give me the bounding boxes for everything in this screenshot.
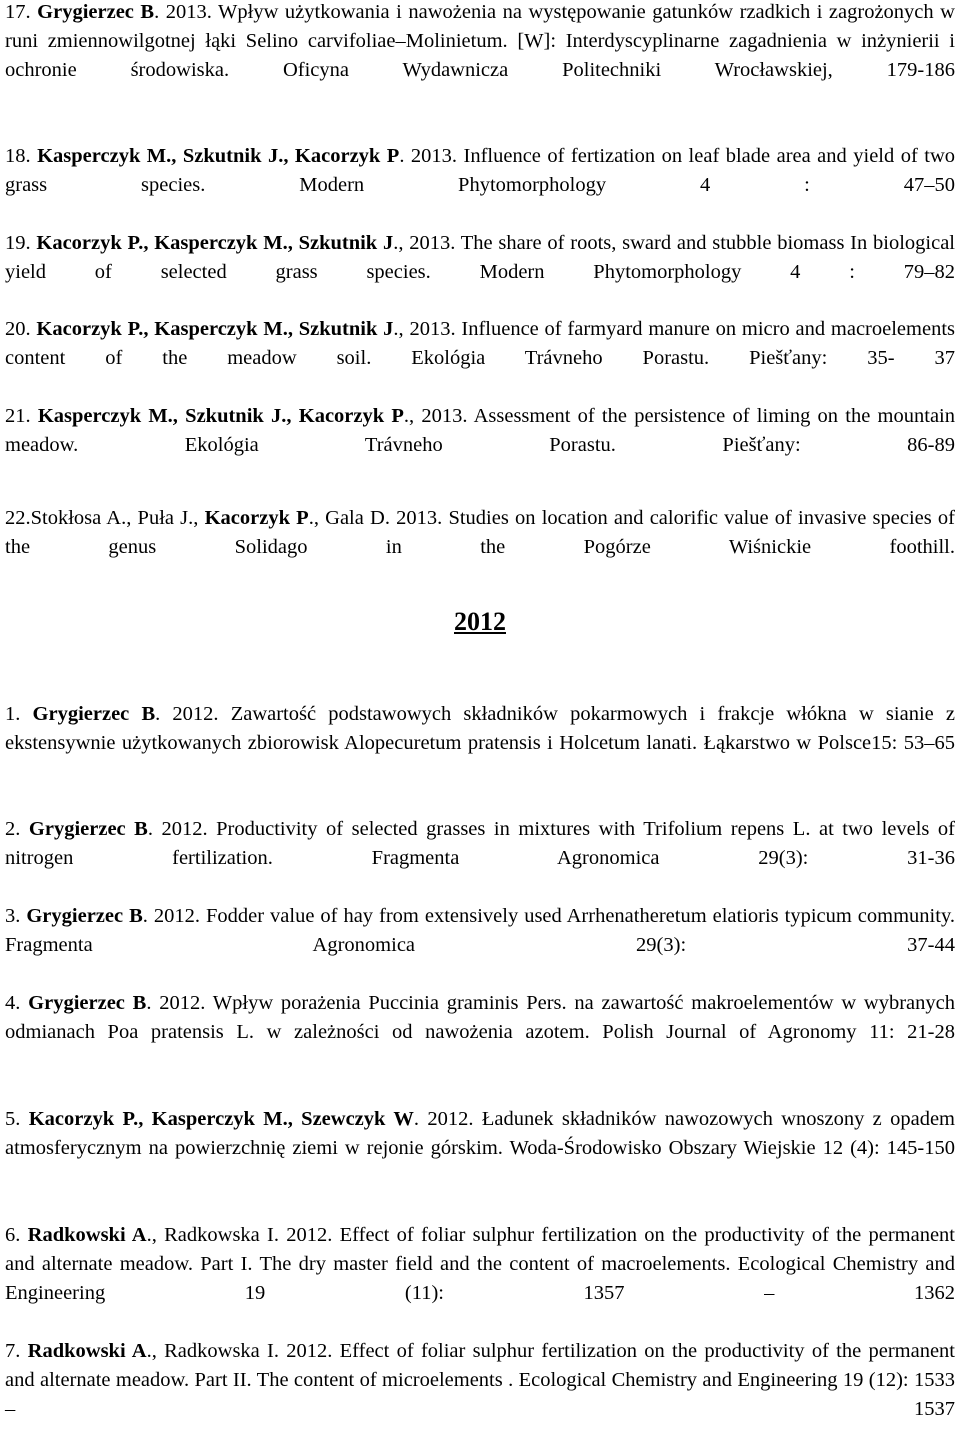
ref-number: 4. bbox=[5, 992, 29, 1014]
reference-2012-3 bbox=[5, 902, 955, 989]
ref-authors: Grygierzec B bbox=[28, 992, 147, 1014]
ref-number: 21. bbox=[5, 405, 38, 427]
ref-number: 22. bbox=[5, 507, 31, 529]
ref-number: 20. bbox=[5, 318, 37, 340]
ref-number: 3. bbox=[5, 905, 27, 927]
ref-authors: Radkowski A bbox=[27, 1224, 147, 1246]
ref-authors: Grygierzec B bbox=[26, 905, 143, 927]
reference-2012-5 bbox=[5, 1105, 955, 1192]
ref-authors: Kacorzyk P bbox=[204, 507, 309, 529]
ref-number: 7. bbox=[5, 1340, 28, 1362]
ref-number: 2. bbox=[5, 818, 29, 840]
ref-details: . 2012. Wpływ porażenia Puccinia graminis Pers. na zawartość makroelementów w wybranych odmianach Poa pratensis L. w zależności od nawożenia azotem. Polish Journal of Agronomy 11: 21-28 bbox=[5, 992, 955, 1043]
ref-authors: Kacorzyk P., Kasperczyk M., Szewczyk W bbox=[28, 1108, 414, 1130]
ref-authors: Grygierzec B bbox=[32, 703, 156, 725]
ref-coauthors: Stokłosa A., Puła J., bbox=[30, 507, 205, 529]
reference-20 bbox=[5, 315, 955, 402]
ref-number: 19. bbox=[5, 232, 37, 254]
ref-authors: Kasperczyk M., Szkutnik J., Kacorzyk P bbox=[37, 145, 400, 167]
reference-2012-1 bbox=[5, 700, 955, 787]
ref-number: 5. bbox=[5, 1108, 29, 1130]
ref-details: ., Radkowska I. 2012. Effect of foliar sulphur fertilization on the productivity of the permanent and alternate meadow. Part II. The content of microelements . Ecological Chemistry and Engineering 19 (12): 1533 – 1537 bbox=[5, 1340, 955, 1420]
reference-18 bbox=[5, 142, 955, 229]
ref-authors: Kasperczyk M., Szkutnik J., Kacorzyk P bbox=[37, 405, 404, 427]
reference-21 bbox=[5, 402, 955, 489]
reference-2012-7 bbox=[5, 1337, 955, 1453]
ref-details: . 2012. Ładunek składników nawozowych wnoszony z opadem atmosferycznym na powierzchnię ziemi w rejonie górskim. Woda-Środowisko Obszary Wiejskie 12 (4): 145-150 bbox=[5, 1108, 956, 1159]
ref-details: ., 2013. Influence of farmyard manure on micro and macroelements content of the meadow soil. Ekológia Trávneho Porastu. Piešťany: 35- 37 bbox=[5, 318, 955, 369]
year-heading: 2012 bbox=[454, 607, 506, 636]
ref-details: . 2012. Productivity of selected grasses in mixtures with Trifolium repens L. at two levels of nitrogen fertilization. Fragmenta Agronomica 29(3): 31-36 bbox=[5, 818, 955, 869]
reference-22 bbox=[5, 504, 955, 591]
ref-authors: Grygierzec B bbox=[28, 818, 148, 840]
ref-details: ., 2013. The share of roots, sward and stubble biomass In biological yield of selected grass species. Modern Phytomorphology 4 : 79–82 bbox=[5, 232, 956, 283]
ref-details: ., Gala D. 2013. Studies on location and calorific value of invasive species of the genus Solidago in the Pogórze Wiśnickie foothill. bbox=[5, 507, 955, 558]
reference-2012-4 bbox=[5, 989, 955, 1076]
ref-authors: Grygierzec B bbox=[37, 1, 155, 23]
ref-authors: Kacorzyk P., Kasperczyk M., Szkutnik J bbox=[36, 232, 394, 254]
reference-2012-6 bbox=[5, 1221, 955, 1337]
ref-details: ., 2013. Assessment of the persistence of liming on the mountain meadow. Ekológia Trávneho Porastu. Piešťany: 86-89 bbox=[5, 405, 955, 456]
reference-2012-2 bbox=[5, 815, 955, 902]
ref-number: 1. bbox=[5, 703, 33, 725]
ref-authors: Radkowski A bbox=[27, 1340, 147, 1362]
ref-number: 17. bbox=[5, 1, 38, 23]
ref-details: . 2013. Wpływ użytkowania i nawożenia na występowanie gatunków rzadkich i zagrożonych w runi zmiennowilgotnej łąki Selino carvifoliae–Molinietum. [W]: Interdyscyplinarne zagadnienia w inżynierii i ochronie środowiska. Oficyna Wydawnicza Politechniki Wrocławskiej, 179-186 bbox=[5, 1, 955, 81]
ref-details: . 2012. Fodder value of hay from extensively used Arrhenatheretum elatioris typicum community. Fragmenta Agronomica 29(3): 37-44 bbox=[5, 905, 955, 956]
ref-details: ., Radkowska I. 2012. Effect of foliar sulphur fertilization on the productivity of the permanent and alternate meadow. Part I. The dry master field and the content of macroelements. Ecological Chemistry and Engineering 19 (11): 1357 – 1362 bbox=[5, 1224, 955, 1304]
reference-17 bbox=[5, 0, 955, 114]
ref-details: . 2013. Influence of fertization on leaf blade area and yield of two grass species. Modern Phytomorphology 4 : 47–50 bbox=[5, 145, 955, 196]
ref-number: 6. bbox=[5, 1224, 28, 1246]
ref-number: 18. bbox=[5, 145, 38, 167]
ref-authors: Kacorzyk P., Kasperczyk M., Szkutnik J bbox=[36, 318, 394, 340]
reference-19 bbox=[5, 229, 955, 316]
ref-details: . 2012. Zawartość podstawowych składników pokarmowych i frakcje włókna w sianie z ekstensywnie użytkowanych zbiorowisk Alopecuretum pratensis i Holcetum lanati. Łąkarstwo w Polsce15: 53–65 bbox=[5, 703, 955, 754]
